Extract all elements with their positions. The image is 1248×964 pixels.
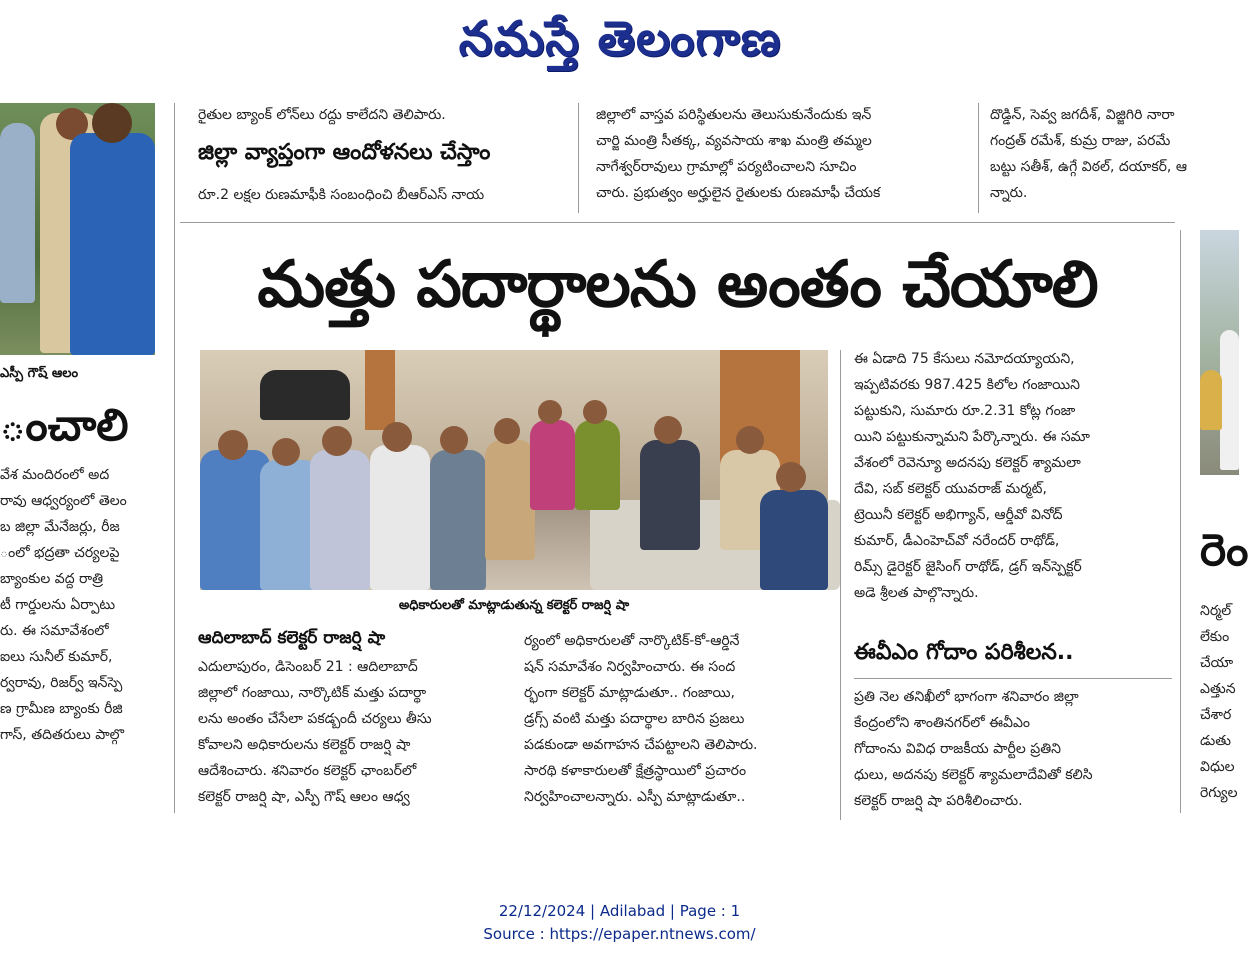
main-col1-text: ఎదులాపురం, డిసెంబర్ 21 : ఆదిలాబాద్ జిల్లాలో గంజాయి, నార్కొటిక్ మత్తు పదార్థా లను అంతం చేసేలా పకడ్బందీ చర్యలు తీసు కోవాలని అధికారులను కలెక్టర్ రాజర్షి షా ఆదేశించారు. శనివారం కలెక్టర్ ఛాంబర్‌లో కలెక్టర్ రాజర్షి షా, ఎస్పీ గౌష్ ఆలం ఆధ్వ — [198, 659, 432, 805]
evm-subhead: ఈవీఎం గోదాం పరిశీలన.. — [854, 640, 1074, 665]
top-col1-text2: రూ.2 లక్షల రుణమాఫీకి సంబంధించి బీఆర్‌ఎస్ నాయ — [198, 187, 485, 203]
column-rule — [578, 103, 579, 213]
meeting-photo — [200, 350, 828, 590]
top-col1-text: రైతుల బ్యాంక్ లోన్‌లు రద్దు కాలేదని తెలిపారు. — [198, 107, 446, 123]
masthead-logo: నమస్తే తెలంగాణ — [458, 11, 782, 67]
column-rule — [978, 103, 979, 213]
right-strip-headline: రెం — [1200, 525, 1248, 576]
footer-source-link[interactable]: Source : https://epaper.ntnews.com/ — [483, 925, 756, 943]
column-rule — [174, 103, 175, 813]
footer-date-line: 22/12/2024 | Adilabad | Page : 1 — [498, 902, 741, 920]
top-col1-subhead: జిల్లా వ్యాప్తంగా ఆందోళనలు చేస్తాం — [198, 140, 491, 165]
main-col2-text: ర్యంలో అధికారులతో నార్కొటిక్-కో-ఆర్డినే షన్ సమావేశం నిర్వహించారు. ఈ సంద ర్భంగా కలెక్టర్ మాట్లాడుతూ.. గంజాయి, డ్రగ్స్ వంటి మత్తు పదార్థాల బారిన ప్రజలు పడకుండా అవగాహన చేపట్టాలని తెలిపారు. సారథి కళాకారులతో క్షేత్రస్థాయిలో ప్రచారం నిర్వహించాలన్నారు. ఎస్పీ మాట్లాడుతూ.. — [524, 633, 758, 805]
main-col3-text: ఈ ఏడాది 75 కేసులు నమోదయ్యాయని, ఇప్పటివరకు 987.425 కిలోల గంజాయిని పట్టుకుని, సుమారు రూ.2.31 కోట్ల గంజా యిని పట్టుకున్నామని పేర్కొన్నారు. ఈ సమా వేశంలో రెవెన్యూ అదనపు కలెక్టర్ శ్యామలా దేవి, సబ్ కలెక్టర్ యువరాజ్ మర్మట్, ట్రెయినీ కలెక్టర్ అభిగ్యాన్, ఆర్డీవో వినోద్ కుమార్, డీఎంహెచ్‌వో నరేందర్ రాథోడ్, రిమ్స్ డైరెక్టర్ జైసింగ్ రాథోడ్, డ్రగ్ ఇన్‌స్పెక్టర్ అడె శ్రీలత పాల్గొన్నారు. — [854, 351, 1090, 601]
byline: ఆదిలాబాద్ కలెక్టర్ రాజర్షి షా — [198, 628, 386, 648]
left-strip-caption: ఎస్పీ గౌష్ ఆలం — [0, 366, 79, 381]
right-strip-photo — [1200, 230, 1239, 475]
right-strip-text: నిర్మల్ లేకుం చేయా ఎత్తున చేశార డుతు విధుల రెగ్యుల — [1200, 603, 1238, 801]
evm-text: ప్రతి నెల తనిఖీలో భాగంగా శనివారం జిల్లా కేంద్రంలోని శాంతినగర్‌లో ఈవీఎం గోదాంను వివిధ రాజకీయ పార్టీల ప్రతిని ధులు, అదనపు కలెక్టర్ శ్యామలాదేవితో కలిసి కలెక్టర్ రాజర్షి షా పరిశీలించారు. — [854, 689, 1093, 809]
left-strip-photo — [0, 103, 155, 355]
left-strip-headline: ంచాలి — [0, 400, 129, 451]
column-rule — [1180, 230, 1181, 813]
left-strip-text: వేశ మందిరంలో అద రావు ఆధ్వర్యంలో తెలం బ జిల్లా మేనేజర్లు, రీజ ంలో భద్రతా చర్యలపై బ్యాంకుల వద్ద రాత్రి టీ గార్డులను ఏర్పాటు రు. ఈ సమావేశంలో ఐలు సునీల్ కుమార్, ర్వరావు, రిజర్వ్ ఇన్‌స్పె ణ గ్రామీణ బ్యాంకు రీజి గాస్, తదితరులు పాల్గొ — [0, 467, 127, 743]
top-col2-text: జిల్లాలో వాస్తవ పరిస్థితులను తెలుసుకునేందుకు ఇన్ చార్జి మంత్రి సీతక్క, వ్యవసాయ శాఖ మంత్రి తమ్మల నాగేశ్వర్‌రావులు గ్రామాల్లో పర్యటించాలని సూచిం చారు. ప్రభుత్వం అర్హులైన రైతులకు రుణమాఫీ చేయక — [596, 107, 881, 201]
photo-caption: అధికారులతో మాట్లాడుతున్న కలెక్టర్ రాజర్షి షా — [398, 598, 630, 613]
section-rule — [180, 222, 1175, 223]
column-rule — [840, 350, 841, 820]
main-headline: మత్తు పదార్థాలను అంతం చేయాలి — [257, 248, 1098, 322]
section-rule — [854, 678, 1172, 679]
top-col3-text: దొడ్డిన్, సెవ్వ జగదీశ్, విజ్జిగిరి నారా గంద్రత్ రమేశ్, కుమ్ర రాజు, పరమే బట్టు సతీశ్, ఉగ్గే విఠల్, దయాకర్, ఆ న్నారు. — [990, 107, 1188, 201]
